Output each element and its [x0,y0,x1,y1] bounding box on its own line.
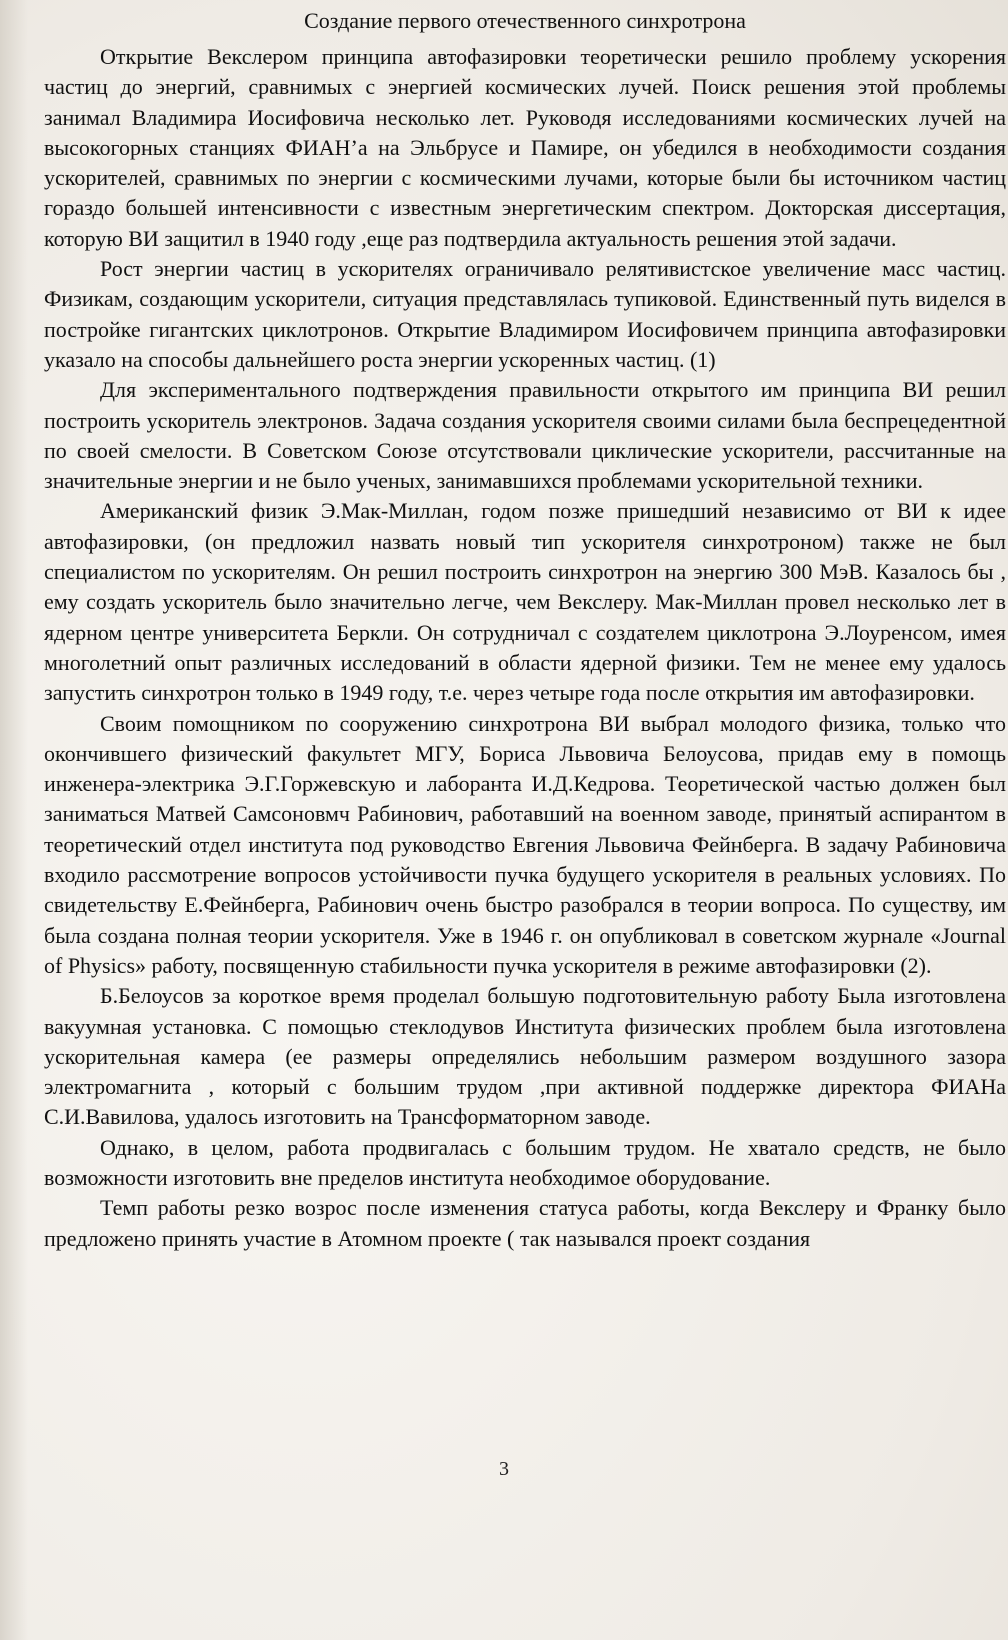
paragraph-4: Американский физик Э.Мак-Миллан, годом позже пришедший независимо от ВИ к идее автофазировки, (он предложил назвать новый тип ускорителя синхротроном) также не был специалистом по ускорителям. Он решил построить синхротрон на энергию 300 МэВ. Казалось бы , ему создать ускоритель было значительно легче, чем Векслеру. Мак-Миллан провел несколько лет в ядерном центре университета Беркли. Он сотрудничал с создателем циклотрона Э.Лоуренсом, имея многолетний опыт различных исследований в области ядерной физики. Тем не менее ему удалось запустить синхротрон только в 1949 году, т.е. через четыре года после открытия им автофазировки. [44,498,1006,706]
document-title: Создание первого отечественного синхротрона [304,8,746,33]
paragraph-1: Открытие Векслером принципа автофазировки теоретически решило проблему ускорения частиц до энергий, сравнимых с энергией космических лучей. Поиск решения этой проблемы занимал Владимира Иосифовича несколько лет. Руководя исследованиями космических лучей на высокогорных станциях ФИАН’а на Эльбрусе и Памире, он убедился в необходимости создания ускорителей, сравнимых по энергии с космическими лучами, которые были бы источником частиц гораздо большей интенсивности с известным энергетическим спектром. Докторская диссертация, которую ВИ защитил в 1940 году ,еще раз подтвердила актуальность решения этой задачи. [44,44,1006,251]
paragraph-3: Для экспериментального подтверждения правильности открытого им принципа ВИ решил построить ускоритель электронов. Задача создания ускорителя своими силами была беспрецедентной по своей смелости. В Советском Союзе отсутствовали циклические ускорители, рассчитанные на значительные энергии и не было ученых, занимавшихся проблемами ускорительной техники. [44,377,1006,494]
paragraph-2: Рост энергии частиц в ускорителях ограничивало релятивистское увеличение масс частиц. Физикам, создающим ускорители, ситуация представлялась тупиковой. Единственный путь виделся в постройке гигантских циклотронов. Открытие Владимиром Иосифовичем принципа автофазировки указало на способы дальнейшего роста энергии ускоренных частиц. (1) [44,256,1006,372]
page-number: 3 [499,1458,509,1480]
document-body [44,6,1006,1254]
paragraph-7: Однако, в целом, работа продвигалась с большим трудом. Не хватало средств, не было возможности изготовить вне пределов института необходимое оборудование. [44,1134,1006,1190]
paragraph-6: Б.Белоусов за короткое время проделал большую подготовительную работу Была изготовлена вакуумная установка. С помощью стеклодувов Института физических проблем была изготовлена ускорительная камера (ее размеры определялись небольшим размером воздушного зазора электромагнита , который с большим трудом ,при активной поддержке директора ФИАНа С.И.Вавилова, удалось изготовить на Трансформаторном заводе. [44,983,1006,1130]
page-edge-shadow [0,0,28,1640]
paragraph-5: Своим помощником по сооружению синхротрона ВИ выбрал молодого физика, только что окончившего физический факультет МГУ, Бориса Львовича Белоусова, придав ему в помощь инженера-электрика Э.Г.Горжевскую и лаборанта И.Д.Кедрова. Теоретической частью должен был заниматься Матвей Самсоновмч Рабинович, работавший на военном заводе, принятый аспирантом в теоретический отдел института под руководство Евгения Львовича Фейнберга. В задачу Рабиновича входило рассмотрение вопросов устойчивости пучка будущего ускорителя в реальных условиях. По свидетельству Е.Фейнберга, Рабинович очень быстро разобрался в теории вопроса. По существу, им была создана полная теории ускорителя. Уже в 1946 г. он опубликовал в советском журнале «Journal of Physics» работу, посвященную стабильности пучка ускорителя в режиме автофазировки (2). [44,710,1006,978]
paragraph-8: Темп работы резко возрос после изменения статуса работы, когда Векслеру и Франку было предложено принять участие в Атомном проекте ( так назывался проект создания [44,1195,1006,1251]
